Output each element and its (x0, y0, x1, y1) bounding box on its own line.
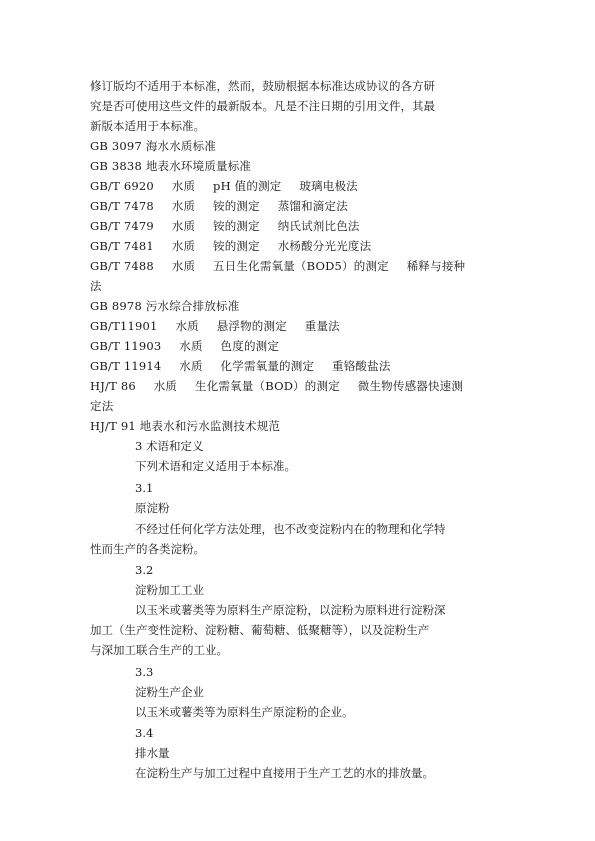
term-number: 3.1 (135, 481, 154, 495)
ref-part: 铵的测定 (213, 199, 260, 213)
ref-part: 水质 (179, 339, 203, 353)
ref-title: 海水水质标准 (145, 139, 217, 153)
ref-part: 重铬酸盐法 (332, 359, 391, 373)
ref-code: HJ/T 86 (90, 379, 136, 393)
ref-part: 微生物传感器快速测 (357, 379, 464, 393)
term-definition: 性而生产的各类淀粉。 (90, 542, 205, 556)
ref-part: 稀释与接种 (406, 259, 466, 273)
term-number: 3.4 (135, 726, 154, 740)
ref-line (90, 216, 510, 236)
ref-line (90, 316, 510, 336)
ref-part: 铵的测定 (213, 219, 260, 233)
ref-part: 水质 (153, 379, 178, 393)
ref-part: pH 值的测定 (213, 179, 282, 193)
ref-line (90, 236, 510, 256)
ref-part: 纳氏试剂比色法 (277, 219, 360, 233)
ref-line (90, 336, 510, 356)
ref-part: 蒸馏和滴定法 (277, 199, 348, 213)
ref-code: GB/T11901 (90, 319, 158, 333)
term-definition: 加工（生产变性淀粉、淀粉糖、葡萄糖、低聚糖等），以及淀粉生产 (90, 623, 430, 637)
ref-code: GB/T 6920 (90, 179, 154, 193)
term-number: 3.3 (135, 665, 154, 679)
ref-part: 色度的测定 (220, 339, 280, 353)
ref-line (90, 416, 510, 436)
term-name: 淀粉加工工业 (135, 583, 204, 597)
ref-code: GB 8978 (90, 299, 142, 313)
ref-title: 污水综合排放标准 (145, 299, 240, 313)
ref-part: 水质 (171, 179, 196, 193)
term-definition: 以玉米或薯类等为原料生产原淀粉，以淀粉为原料进行淀粉深 (135, 603, 446, 617)
ref-part: 水质 (171, 219, 196, 233)
ref-code: HJ/T 91 (90, 419, 136, 433)
term-definition: 在淀粉生产与加工过程中直接用于生产工艺的水的排放量。 (135, 766, 434, 780)
ref-code: GB/T 7481 (90, 239, 154, 253)
ref-part: 定法 (90, 399, 114, 413)
ref-line (90, 256, 510, 276)
ref-code: GB/T 7478 (90, 199, 154, 213)
ref-part: 水质 (171, 239, 196, 253)
ref-code: GB 3838 (90, 159, 142, 173)
ref-line (90, 356, 510, 376)
ref-line-continuation (90, 396, 510, 416)
ref-line (90, 296, 510, 316)
intro-line: 修订版均不适用于本标准，然而，鼓励根据本标准达成协议的各方研 (90, 79, 435, 93)
ref-part: 悬浮物的测定 (216, 319, 287, 333)
section-intro: 下列术语和定义适用于本标准。 (135, 459, 296, 473)
ref-code: GB 3097 (90, 139, 142, 153)
ref-code: GB/T 7479 (90, 219, 154, 233)
intro-line: 新版本适用于本标准。 (90, 119, 205, 133)
ref-code: GB/T 11903 (90, 339, 162, 353)
ref-part: 水质 (171, 259, 196, 273)
ref-part: 五日生化需氧量（BOD5）的测定 (213, 259, 389, 273)
ref-line (90, 196, 510, 216)
section-heading: 3 术语和定义 (135, 439, 204, 453)
ref-part: 玻璃电极法 (299, 179, 358, 193)
ref-code: GB/T 7488 (90, 259, 154, 273)
intro-line: 究是否可使用这些文件的最新版本。凡是不注日期的引用文件，其最 (90, 99, 435, 113)
term-definition: 不经过任何化学方法处理，也不改变淀粉内在的物理和化学特 (135, 522, 446, 536)
term-number: 3.2 (135, 563, 154, 577)
term-definition: 以玉米或薯类等为原料生产原淀粉的企业。 (135, 705, 354, 719)
term-name: 原淀粉 (135, 501, 170, 515)
ref-part: 水质 (171, 199, 196, 213)
term-definition: 与深加工联合生产的工业。 (90, 643, 228, 657)
term-name: 淀粉生产企业 (135, 685, 204, 699)
ref-line (90, 156, 510, 176)
ref-line (90, 376, 510, 396)
ref-part: 法 (90, 279, 102, 293)
term-name: 排水量 (135, 746, 170, 760)
ref-line-continuation (90, 276, 510, 296)
ref-part: 重量法 (304, 319, 340, 333)
ref-part: 水质 (179, 359, 203, 373)
ref-part: 水杨酸分光光度法 (277, 239, 372, 253)
ref-code: GB/T 11914 (90, 359, 162, 373)
ref-line (90, 136, 510, 156)
ref-part: 生化需氧量（BOD）的测定 (195, 379, 340, 393)
ref-line (90, 176, 510, 196)
ref-title: 地表水环境质量标准 (145, 159, 252, 173)
ref-part: 水质 (175, 319, 199, 333)
ref-part: 化学需氧量的测定 (220, 359, 315, 373)
ref-part: 铵的测定 (213, 239, 260, 253)
ref-title: 地表水和污水监测技术规范 (139, 419, 281, 433)
